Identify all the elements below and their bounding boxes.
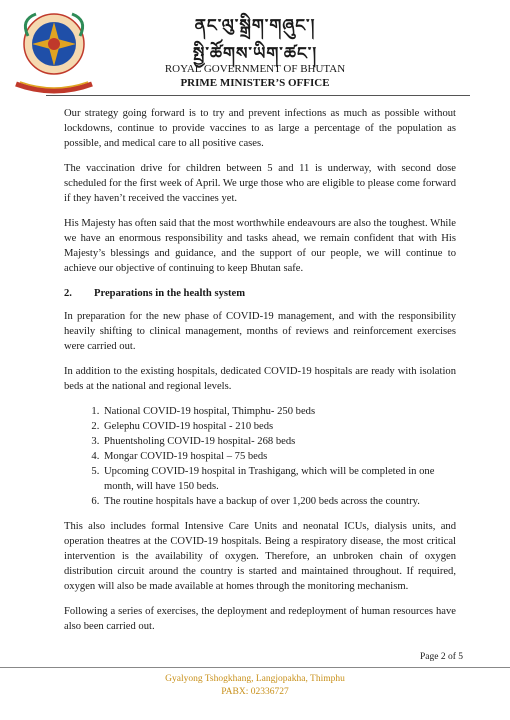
header-government: ROYAL GOVERNMENT OF BHUTAN [164, 63, 346, 75]
list-item: 3. Phuentsholing COVID-19 hospital- 268 beds [102, 434, 456, 449]
header-divider [46, 95, 470, 96]
paragraph: This also includes formal Intensive Care Units and neonatal ICUs, dialysis units, and operation theatres at the COVID-19 hospitals. Being a respiratory disease, the most critical intervention is the availability of oxygen. Therefore, an unbroken chain of oxygen distribution circuit around the country is started and maintained throughout. If required, oxygen will also be made available at homes through the monitoring mechanism. [64, 521, 456, 592]
page-number: Page 2 of 5 [420, 652, 464, 662]
paragraph: The vaccination drive for children between 5 and 11 is underway, with second dose scheduled for the first week of April. We urge those who are eligible to please come forward if they haven’t received the vaccines yet. [64, 163, 456, 204]
paragraph: In addition to the existing hospitals, dedicated COVID-19 hospitals are ready with isolation beds at the national and regional levels. [64, 366, 456, 392]
header-dzongkha-line-1: ནང་ལུ་སྒྲིག་གཞུང་། [194, 16, 316, 36]
list-item: 1. National COVID-19 hospital, Thimphu- 250 beds [102, 404, 456, 419]
list-item: 2. Gelephu COVID-19 hospital - 210 beds [102, 419, 456, 434]
section-heading [64, 286, 456, 301]
header-office: PRIME MINISTER’S OFFICE [180, 77, 330, 89]
section-number: 2. [64, 288, 72, 299]
section-title: Preparations in the health system [94, 288, 246, 299]
list-item: 4. Mongar COVID-19 hospital – 75 beds [102, 449, 456, 464]
paragraph: In preparation for the new phase of COVID-19 management, and with the responsibility heavily shifting to clinical management, months of reviews and reinforcement exercises were carried out. [64, 311, 456, 352]
paragraph: Our strategy going forward is to try and prevent infections as much as possible without lockdowns, continue to provide vaccines to as large a percentage of the population as possible, and medical care to all positive cases. [64, 108, 456, 149]
paragraph: His Majesty has often said that the most worthwhile endeavours are also the toughest. While we have an enormous responsibility and tasks ahead, we remain confident that with His Majesty’s blessings and guidance, and the support of our people, we will continue to achieve our objective of continuing to keep Bhutan safe. [64, 218, 456, 274]
list-item: 6. The routine hospitals have a backup of over 1,200 beds across the country. [102, 494, 456, 509]
footer-phone: PABX: 02336727 [221, 687, 289, 697]
paragraph: Following a series of exercises, the deployment and redeployment of human resources have also been carried out. [64, 606, 456, 632]
hospital-list [64, 404, 456, 509]
list-item: 5. Upcoming COVID-19 hospital in Trashigang, which will be completed in one month, will have 150 beds. [102, 464, 456, 494]
footer-divider [0, 667, 510, 668]
footer-address: Gyalyong Tshogkhang, Langjopakha, Thimphu [165, 674, 345, 684]
header-dzongkha-line-2: སྤྱི་ཚོགས་ཡིག་ཚང་། [192, 44, 318, 64]
document-body [64, 106, 456, 644]
